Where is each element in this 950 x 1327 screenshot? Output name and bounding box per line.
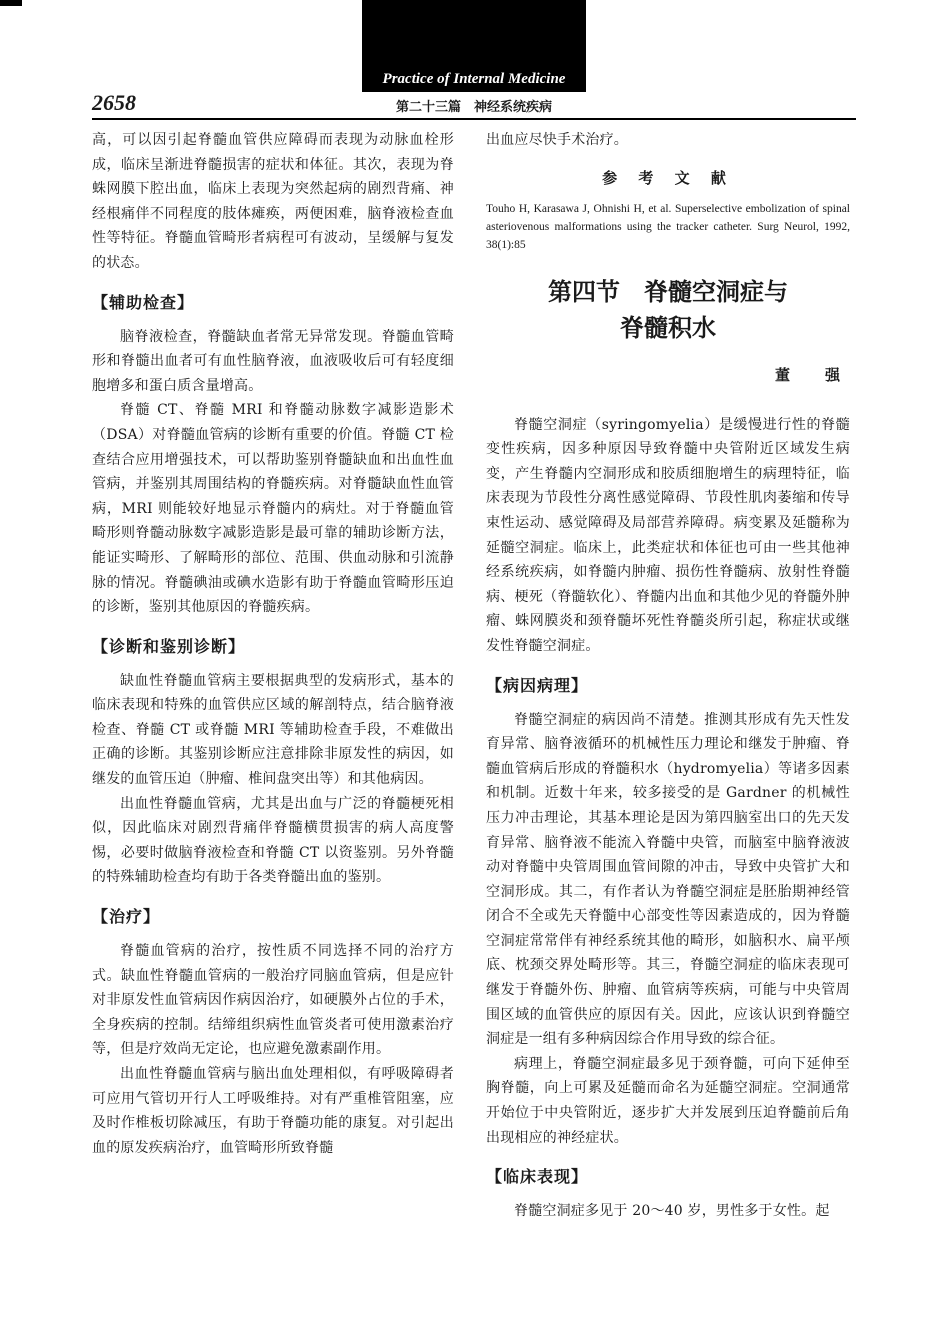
paragraph: 病理上，脊髓空洞症最多见于颈脊髓，可向下延伸至胸脊髓，向上可累及延髓而命名为延髓空洞症。空洞通常开始位于中央管附近，逐步扩大并发展到压迫脊髓前后角出现相应的神经症状。 (486, 1055, 850, 1146)
right-column (486, 128, 850, 1224)
paragraph: 高，可以因引起脊髓血管供应障碍而表现为动脉血栓形成，临床呈渐进脊髓损害的症状和体征。其次，表现为脊蛛网膜下腔出血，临床上表现为突然起病的剧烈背痛、神经根痛伴不同程度的肢体瘫痪，两便困难，脑脊液检查血性等特征。脊髓血管畸形者病程可有波动，呈缓解与复发的状态。 (92, 132, 454, 271)
paragraph: 脊髓空洞症（syringomyelia）是缓慢进行性的脊髓变性疾病，因多种原因导致脊髓中央管附近区域发生病变，产生脊髓内空洞形成和胶质细胞增生的病理特征，临床表现为节段性分离性感觉障碍、节段性肌肉萎缩和传导束性运动、感觉障碍及局部营养障碍。病变累及延髓称为延髓空洞症。临床上，此类症状和体征也可由一些其他神经系统疾病，如脊髓内肿瘤、损伤性脊髓病、放射性脊髓病、梗死（脊髓软化）、脊髓内出血和其他少见的脊髓外肿瘤、蛛网膜炎和颈脊髓坏死性脊髓炎所引起，称症状或继发性脊髓空洞症。 (486, 416, 850, 654)
section-heading-clinical: 【临床表现】 (486, 1167, 589, 1187)
section-heading-auxiliary-exam: 【辅助检查】 (92, 292, 195, 312)
left-column (92, 128, 454, 1160)
paragraph: 缺血性脊髓血管病主要根据典型的发病形式，基本的临床表现和特殊的血管供应区域的解剖特点，结合脑脊液检查、脊髓 CT 或脊髓 MRI 等辅助检查手段，不难做出正确的诊断。其鉴别诊断应注意排除非原发性的病因，如继发的血管压迫（肿瘤、椎间盘突出等）和其他病因。 (92, 672, 454, 788)
section-heading-diagnosis: 【诊断和鉴别诊断】 (92, 636, 246, 656)
paragraph: 出血性脊髓血管病与脑出血处理相似，有呼吸障碍者可应用气管切开行人工呼吸维持。对有严重椎管阻塞，应及时作椎板切除减压，有助于脊髓功能的康复。对引起出血的原发疾病治疗，血管畸形所致脊髓 (92, 1066, 454, 1156)
section-heading-treatment: 【治疗】 (92, 907, 161, 927)
page-number: 2658 (92, 90, 136, 115)
paragraph: 出血性脊髓血管病，尤其是出血与广泛的脊髓梗死相似，因此临床对剧烈背痛伴脊髓横贯损害的病人高度警惕，必要时做脑脊液检查和脊髓 CT 以资鉴别。另外脊髓的特殊辅助检查均有助于各类脊髓出血的鉴别。 (92, 795, 454, 886)
reference-item: Touho H, Karasawa J, Ohnishi H, et al. Superselective embolization of spinal asteriovenous malformations using the tracker catheter. Surg Neurol, 1992, 38(1):85 (486, 202, 850, 251)
chapter-title-line-2: 脊髓积水 (620, 313, 716, 342)
section-heading-etiology: 【病因病理】 (486, 675, 589, 695)
running-title: 第二十三篇 神经系统疾病 (395, 100, 552, 115)
paragraph: 脊髓空洞症多见于 20～40 岁，男性多于女性。起 (514, 1203, 830, 1220)
chapter-title (486, 274, 850, 346)
header-rule (92, 118, 856, 120)
corner-mark (0, 0, 22, 6)
paragraph: 脊髓空洞症的病因尚不清楚。推测其形成有先天性发育异常、脑脊液循环的机械性压力理论和继发于肿瘤、脊髓血管病后形成的脊髓积水（hydromyelia）等诸多因素和机制。近数十年来，较多接受的是 Gardner 的机械性压力冲击理论，其基本理论是因为第四脑室出口的先天发育异常、脑脊液不能流入脊髓中央管，而脑室中脑脊液波动对脊髓中央管周围血管间隙的冲击，导致中央管扩大和空洞形成。其二，有作者认为脊髓空洞症是胚胎期神经管闭合不全或先天脊髓中心部变性等因素造成的，因为脊髓空洞症常常伴有神经系统其他的畸形，如脑积水、扁平颅底、枕颈交界处畸形等。其三，脊髓空洞症的临床表现可继发于脊髓外伤、肿瘤、血管病等疾病，可能与中央管周围区域的血管供应的原因有关。因此，应该认识到脊髓空洞症是一组有多种病因综合作用导致的综合征。 (486, 711, 850, 1048)
paragraph: 出血应尽快手术治疗。 (486, 132, 628, 148)
references-title: 参 考 文 献 (602, 168, 734, 187)
author: 董 强 (774, 365, 850, 384)
chapter-title-line-1: 第四节 脊髓空洞症与 (548, 277, 788, 306)
paragraph: 脊髓 CT、脊髓 MRI 和脊髓动脉数字减影造影术（DSA）对脊髓血管病的诊断有重要的价值。脊髓 CT 检查结合应用增强技术，可以帮助鉴别脊髓缺血和出血性血管病，并鉴别其周围结构的脊髓疾病。对脊髓缺血性血管病，MRI 则能较好地显示脊髓内的病灶。对于脊髓血管畸形则脊髓动脉数字减影造影是最可靠的辅助诊断方法，能证实畸形、了解畸形的部位、范围、供血动脉和引流静脉的情况。脊髓碘油或碘水造影有助于脊髓血管畸形压迫的诊断，鉴别其他原因的脊髓疾病。 (92, 402, 454, 616)
paragraph: 脊髓血管病的治疗，按性质不同选择不同的治疗方式。缺血性脊髓血管病的一般治疗同脑血管病，但是应针对非原发性血管病因作病因治疗，如硬膜外占位的手术，全身疾病的控制。结缔组织病性血管炎者可使用激素治疗等，但是疗效尚无定论，也应避免激素副作用。 (92, 943, 454, 1058)
journal-name: Practice of Internal Medicine (382, 71, 566, 87)
paragraph: 脑脊液检查，脊髓缺血者常无异常发现。脊髓血管畸形和脊髓出血者可有血性脑脊液，血液吸收后可有轻度细胞增多和蛋白质含量增高。 (92, 328, 454, 394)
